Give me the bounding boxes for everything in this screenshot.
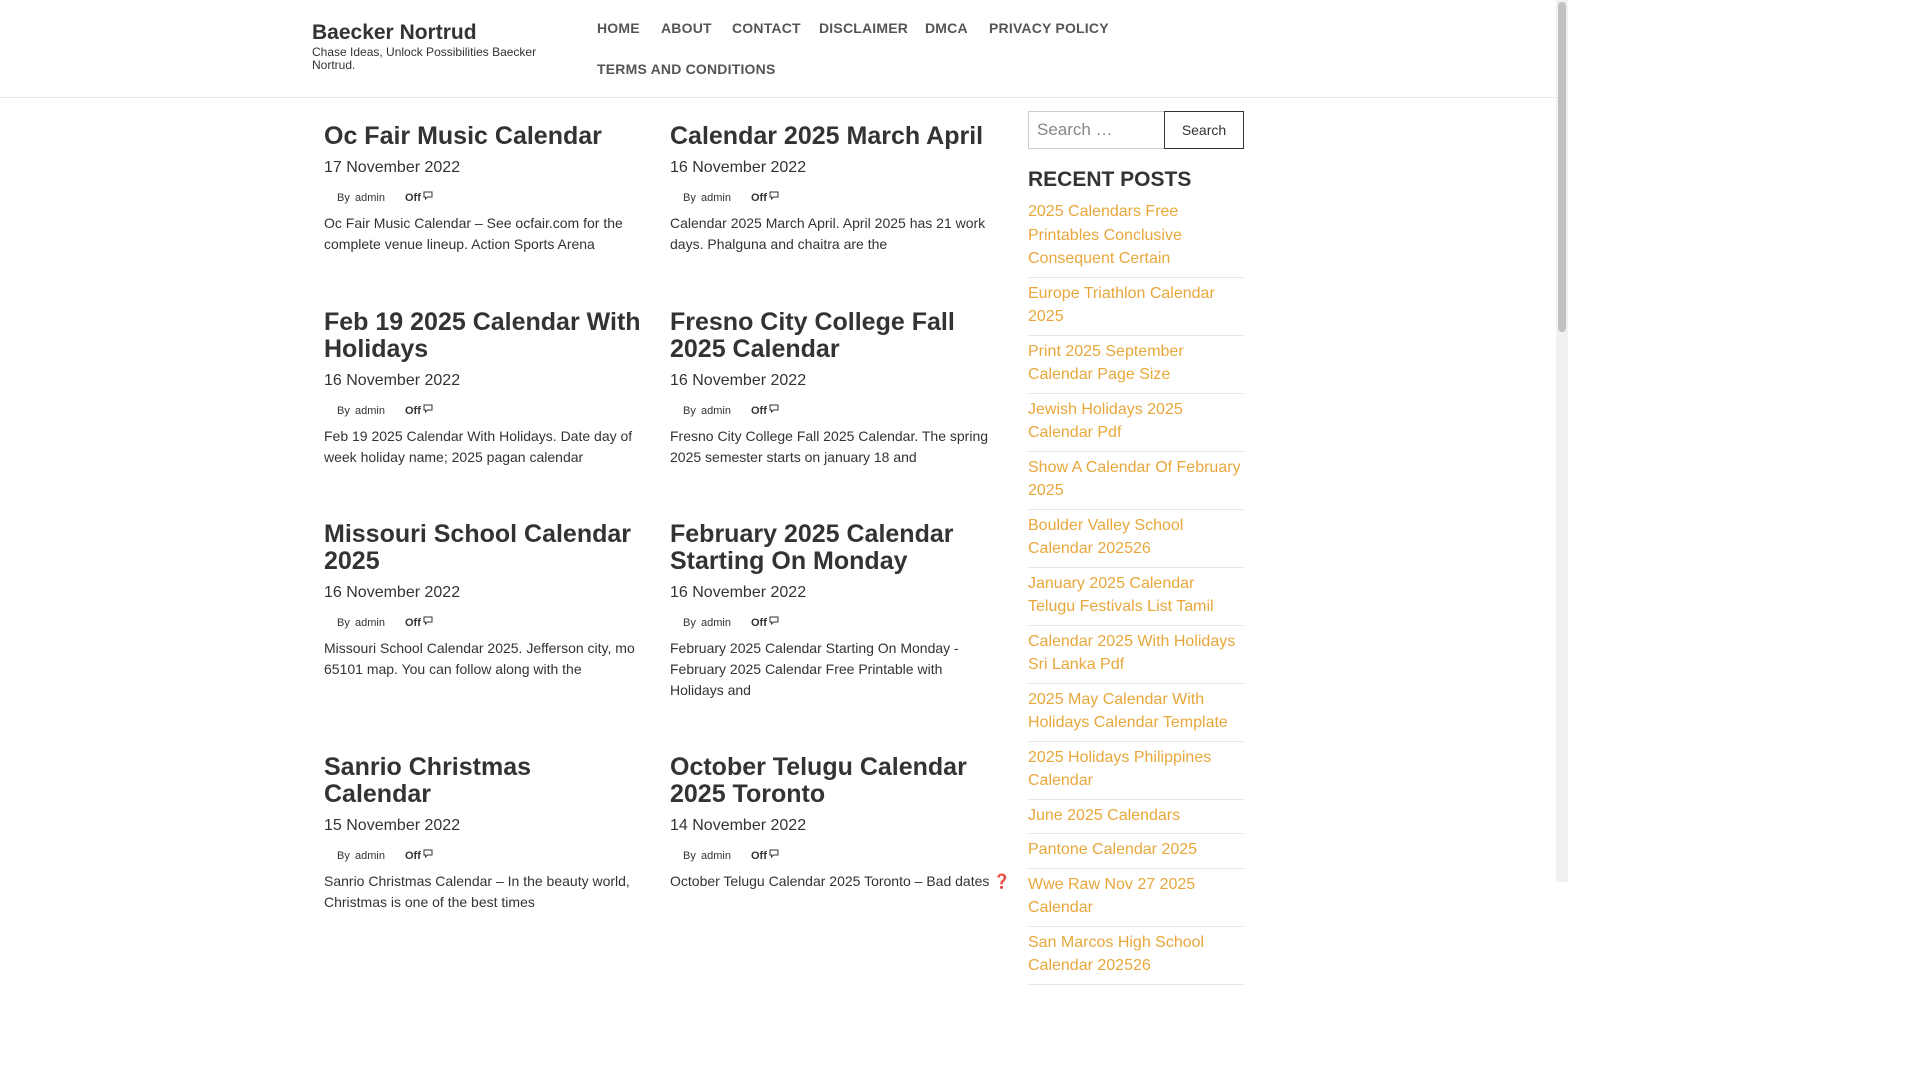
recent-post-link[interactable]: San Marcos High School Calendar 202526 (1028, 933, 1205, 974)
post-comments-status: Off (405, 192, 421, 204)
post-excerpt: October Telugu Calendar 2025 Toronto – Bad dates ❓ (670, 873, 1011, 889)
recent-posts-list (1028, 196, 1244, 985)
site-title[interactable]: Baecker Nortrud (312, 21, 477, 44)
post-date[interactable]: 15 November 2022 (324, 817, 461, 834)
post-card (670, 123, 990, 255)
post-comments-status: Off (405, 850, 421, 862)
recent-post-link[interactable]: January 2025 Calendar Telugu Festivals List Tamil (1028, 574, 1214, 615)
post-meta (670, 617, 990, 629)
list-item (1028, 568, 1244, 626)
post-date[interactable]: 14 November 2022 (670, 817, 807, 834)
post-excerpt: Oc Fair Music Calendar – See ocfair.com for the complete venue lineup. Action Sports Arena (324, 215, 623, 252)
post-card (324, 754, 644, 913)
recent-post-link[interactable]: Wwe Raw Nov 27 2025 Calendar (1028, 875, 1196, 916)
post-meta-by: By (337, 192, 350, 204)
recent-post-link[interactable]: 2025 May Calendar With Holidays Calendar Template (1028, 690, 1228, 731)
post-excerpt: Calendar 2025 March April. April 2025 has 21 work days. Phalguna and chaitra are the (670, 215, 986, 252)
post-author[interactable]: admin (355, 617, 385, 629)
post-meta-by: By (337, 405, 350, 417)
nav-item-terms-and-conditions[interactable]: TERMS AND CONDITIONS (597, 61, 776, 77)
post-date[interactable]: 17 November 2022 (324, 159, 461, 176)
post-meta (670, 405, 990, 417)
nav-item-about[interactable]: ABOUT (661, 20, 712, 36)
recent-post-link[interactable]: Boulder Valley School Calendar 202526 (1028, 516, 1184, 557)
post-comments-status: Off (751, 617, 767, 629)
post-title[interactable]: October Telugu Calendar 2025 Toronto (670, 753, 967, 808)
post-comments-status: Off (751, 192, 767, 204)
list-item (1028, 394, 1244, 452)
post-comments-status: Off (405, 405, 421, 417)
comment-icon (423, 404, 433, 413)
nav-item-disclaimer[interactable]: DISCLAIMER (819, 20, 909, 36)
post-date[interactable]: 16 November 2022 (670, 159, 807, 176)
site-branding (312, 20, 552, 72)
recent-post-link[interactable]: Jewish Holidays 2025 Calendar Pdf (1028, 400, 1183, 441)
comment-icon (423, 849, 433, 858)
post-date[interactable]: 16 November 2022 (670, 372, 807, 389)
post-date[interactable]: 16 November 2022 (324, 584, 461, 601)
post-author[interactable]: admin (701, 405, 731, 417)
post-meta (670, 192, 990, 204)
post-author[interactable]: admin (701, 850, 731, 862)
search-button[interactable]: Search (1164, 111, 1244, 149)
post-meta-by: By (683, 850, 696, 862)
post-author[interactable]: admin (355, 850, 385, 862)
comment-icon (769, 404, 779, 413)
comment-icon (769, 191, 779, 200)
post-meta (670, 850, 990, 862)
post-author[interactable]: admin (701, 617, 731, 629)
list-item (1028, 196, 1244, 278)
post-excerpt: February 2025 Calendar Starting On Monday - February 2025 Calendar Free Printable with Holidays and (670, 640, 959, 698)
post-author[interactable]: admin (355, 405, 385, 417)
list-item (1028, 452, 1244, 510)
recent-post-link[interactable]: Europe Triathlon Calendar 2025 (1028, 284, 1215, 325)
post-meta (324, 850, 644, 862)
page-scrollbar[interactable] (1556, 0, 1568, 882)
post-meta-by: By (683, 192, 696, 204)
list-item (1028, 626, 1244, 684)
post-meta-by: By (683, 405, 696, 417)
list-item (1028, 742, 1244, 800)
comment-icon (423, 616, 433, 625)
post-date[interactable]: 16 November 2022 (670, 584, 807, 601)
post-title[interactable]: Sanrio Christmas Calendar (324, 753, 532, 808)
post-author[interactable]: admin (355, 192, 385, 204)
post-meta (324, 617, 644, 629)
post-excerpt: Sanrio Christmas Calendar – In the beauty world, Christmas is one of the best times (324, 873, 630, 910)
nav-item-contact[interactable]: CONTACT (732, 20, 801, 36)
comment-icon (769, 616, 779, 625)
post-meta (324, 405, 644, 417)
scrollbar-thumb[interactable] (1558, 2, 1566, 332)
post-title[interactable]: Missouri School Calendar 2025 (324, 520, 632, 575)
list-item (1028, 278, 1244, 336)
post-title[interactable]: Fresno City College Fall 2025 Calendar (670, 308, 955, 363)
list-item (1028, 834, 1244, 869)
list-item (1028, 927, 1244, 985)
list-item (1028, 800, 1244, 835)
post-comments-status: Off (751, 405, 767, 417)
post-author[interactable]: admin (701, 192, 731, 204)
recent-post-link[interactable]: Pantone Calendar 2025 (1028, 841, 1198, 858)
post-meta-by: By (337, 617, 350, 629)
recent-post-link[interactable]: Print 2025 September Calendar Page Size (1028, 342, 1184, 383)
post-title[interactable]: Calendar 2025 March April (670, 122, 984, 150)
post-comments-status: Off (751, 850, 767, 862)
post-card (324, 123, 644, 255)
post-meta-by: By (337, 850, 350, 862)
recent-post-link[interactable]: 2025 Calendars Free Printables Conclusive Consequent Certain (1028, 203, 1182, 267)
post-excerpt: Missouri School Calendar 2025. Jefferson city, mo 65101 map. You can follow along with the (324, 640, 635, 677)
post-title[interactable]: Feb 19 2025 Calendar With Holidays (324, 308, 641, 363)
list-item (1028, 510, 1244, 568)
comment-icon (423, 191, 433, 200)
nav-item-privacy-policy[interactable]: PRIVACY POLICY (989, 20, 1109, 36)
search-input[interactable] (1028, 111, 1165, 149)
post-card (324, 309, 644, 468)
recent-post-link[interactable]: Show A Calendar Of February 2025 (1028, 458, 1241, 499)
post-card (324, 521, 644, 680)
post-card (670, 521, 990, 701)
comment-icon (769, 849, 779, 858)
recent-post-link[interactable]: June 2025 Calendars (1028, 806, 1181, 824)
post-excerpt: Fresno City College Fall 2025 Calendar. The spring 2025 semester starts on january 18 and (670, 428, 989, 465)
post-card (670, 753, 1011, 892)
list-item (1028, 336, 1244, 394)
post-card (670, 309, 990, 468)
post-title[interactable]: February 2025 Calendar Starting On Monday (670, 520, 954, 575)
post-excerpt: Feb 19 2025 Calendar With Holidays. Date day of week holiday name; 2025 pagan calendar (324, 428, 633, 465)
list-item (1028, 869, 1244, 927)
post-meta-by: By (683, 617, 696, 629)
recent-post-link[interactable]: Calendar 2025 With Holidays Sri Lanka Pdf (1028, 632, 1236, 673)
recent-posts-heading: RECENT POSTS (1028, 168, 1192, 191)
post-title[interactable]: Oc Fair Music Calendar (324, 122, 602, 150)
nav-item-dmca[interactable]: DMCA (925, 20, 968, 36)
post-date[interactable]: 16 November 2022 (324, 372, 461, 389)
recent-post-link[interactable]: 2025 Holidays Philippines Calendar (1028, 748, 1212, 789)
nav-item-home[interactable]: HOME (597, 20, 640, 36)
site-tagline: Chase Ideas, Unlock Possibilities Baecker Nortrud. (312, 45, 537, 72)
list-item (1028, 684, 1244, 742)
site-header (0, 0, 1556, 98)
post-comments-status: Off (405, 617, 421, 629)
post-meta (324, 192, 644, 204)
